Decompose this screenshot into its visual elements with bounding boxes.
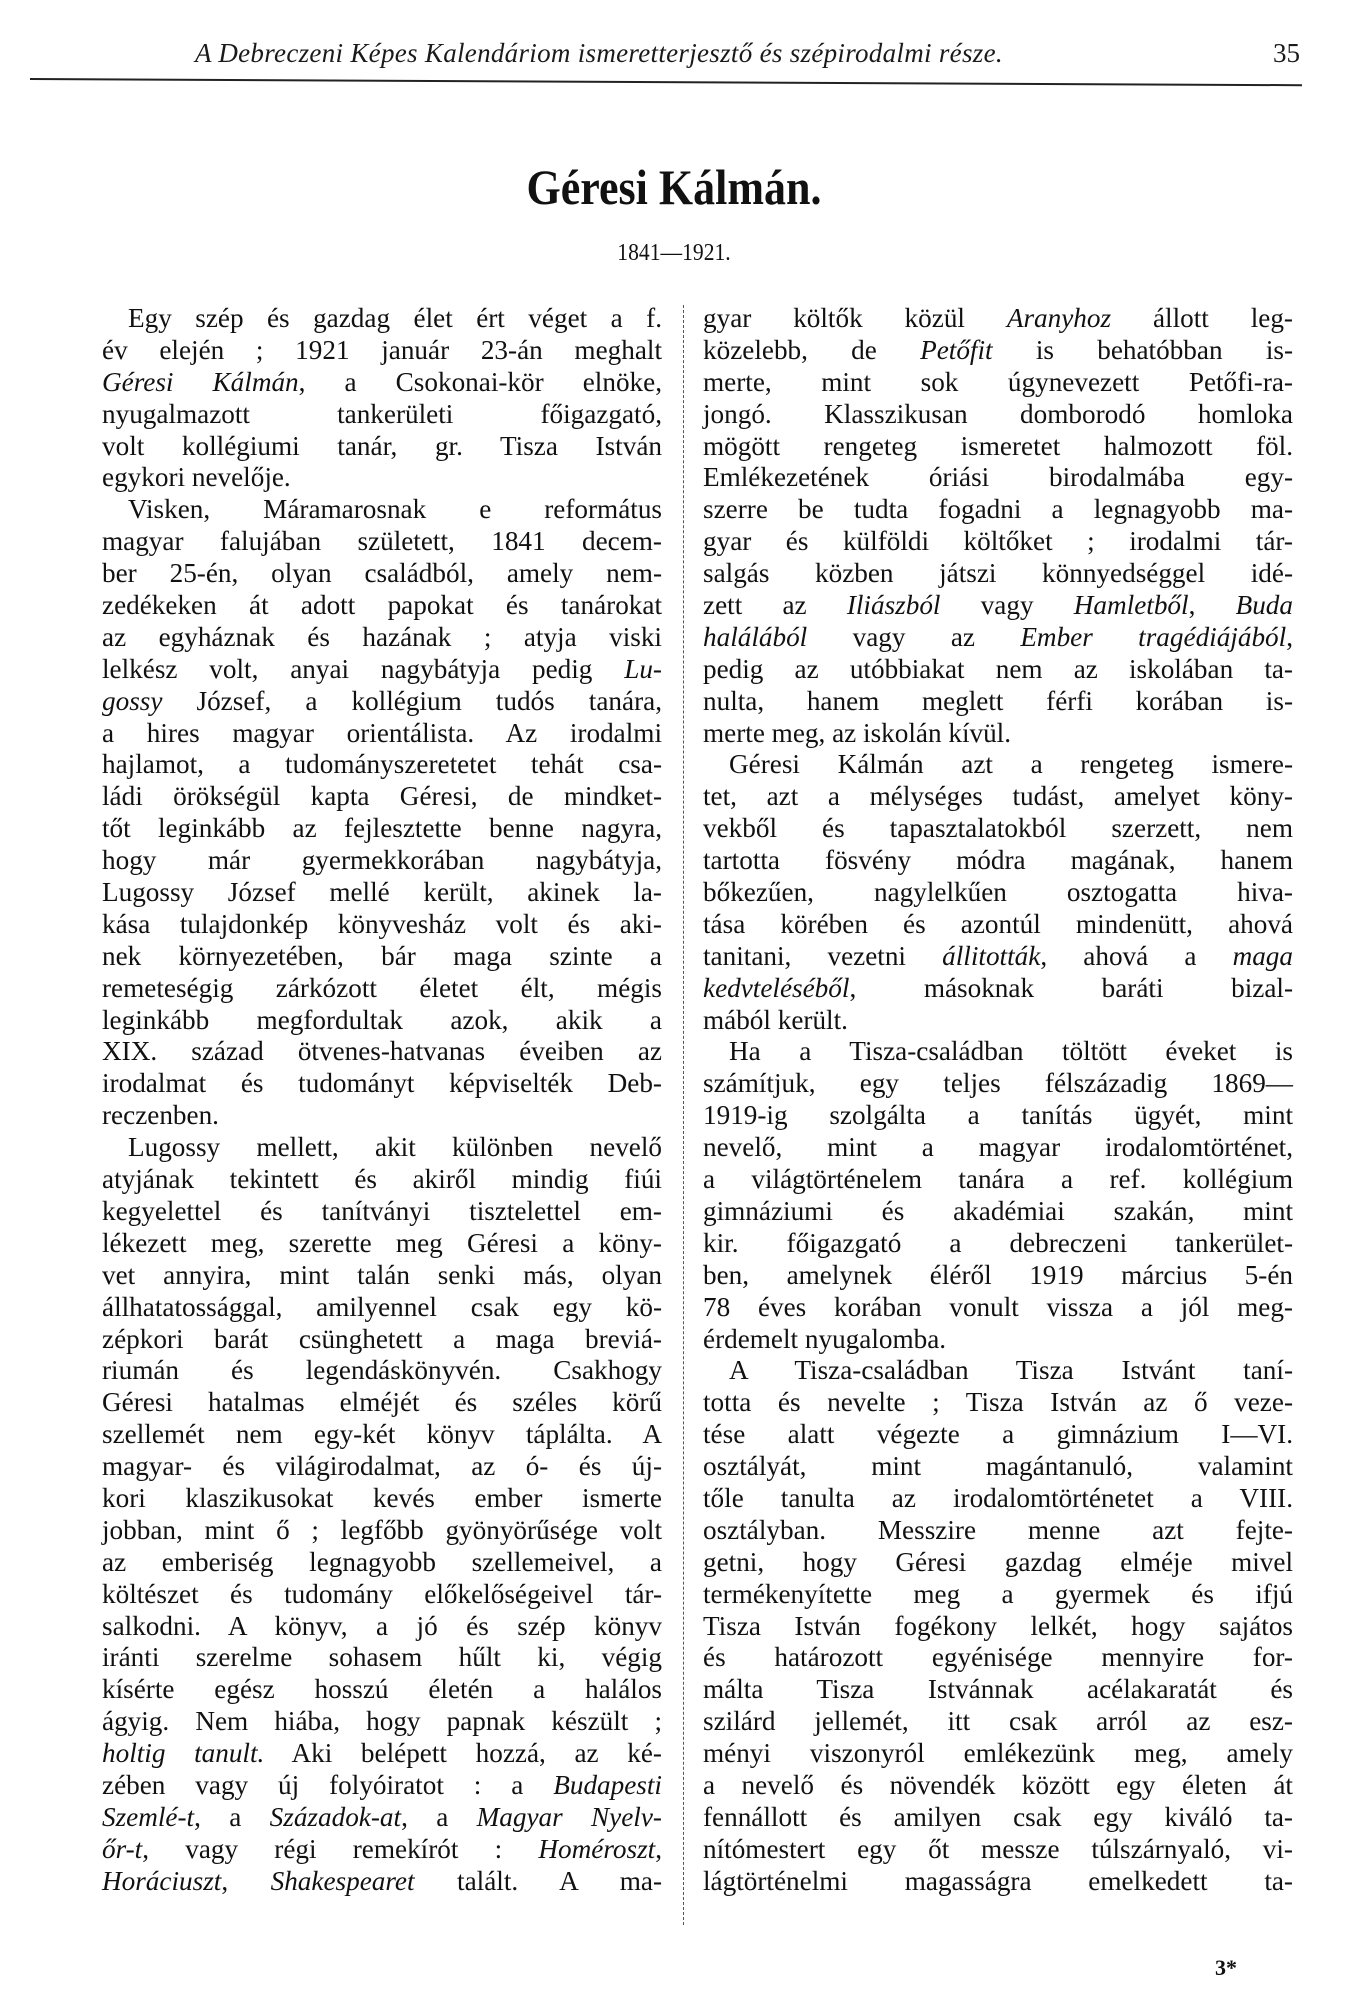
text-line: és határozott egyénisége mennyire for- [703, 1642, 1293, 1673]
article-title: Géresi Kálmán. [526, 159, 822, 215]
text-line: szerre be tudta fogadni a legnagyobb ma- [703, 494, 1293, 525]
text-line: leginkább megfordultak azok, akik a [102, 1004, 662, 1035]
text-line: zében vagy új folyóiratot : a Budapesti [102, 1769, 662, 1800]
text-line: Szemlé-t, a Századok-at, a Magyar Nyelv- [102, 1801, 662, 1832]
text-line: gimnáziumi és akadémiai szakán, mint [703, 1195, 1293, 1226]
text-line: érdemelt nyugalomba. [703, 1323, 947, 1354]
text-line: kir. főigazgató a debreczeni tankerület- [703, 1227, 1293, 1258]
text-line: állhatatossággal, amilyennel csak egy kö- [102, 1291, 662, 1322]
text-line: A Tisza-családban Tisza Istvánt taní- [729, 1355, 1293, 1386]
text-line: vekből és tapasztalatokból szerzett, nem [703, 813, 1293, 844]
text-line: reczenben. [102, 1100, 219, 1131]
text-line: XIX. század ötvenes-hatvanas éveiben az [102, 1036, 662, 1067]
text-line: lágtörténelmi magasságra emelkedett ta- [703, 1865, 1293, 1896]
text-line: zedékeken át adott papokat és tanárokat [102, 590, 662, 621]
text-line: merte, mint sok úgynevezett Petőfi-ra- [703, 366, 1293, 397]
text-line: jobban, mint ő ; legfőbb gyönyörűsége volt [102, 1514, 662, 1545]
article-dates: 1841—1921. [617, 240, 731, 266]
text-line: mögött rengeteg ismeretet halmozott föl. [703, 430, 1293, 461]
text-line: gossy József, a kollégium tudós tanára, [102, 685, 662, 716]
text-line: zett az Iliászból vagy Hamletből, Buda [703, 590, 1293, 621]
text-line: szellemét nem egy-két könyv táplálta. A [102, 1419, 662, 1450]
text-line: Tisza István fogékony lelkét, hogy sajátos [703, 1610, 1293, 1641]
text-line: Ha a Tisza-családban töltött éveket is [729, 1036, 1293, 1067]
text-line: riumán és legendáskönyvén. Csakhogy [102, 1355, 662, 1386]
text-line: 78 éves korában vonult vissza a jól meg- [703, 1291, 1293, 1322]
text-line: hogy már gyermekkorában nagybátyja, [102, 845, 662, 876]
text-line: 1919-ig szolgálta a tanítás ügyét, mint [703, 1100, 1293, 1131]
text-line: tartotta fösvény módra magának, hanem [703, 845, 1293, 876]
text-line: getni, hogy Géresi gazdag elméje mivel [703, 1546, 1293, 1577]
text-line: Géresi Kálmán azt a rengeteg ismere- [729, 749, 1293, 780]
text-line: gyar és külföldi költőket ; irodalmi tár- [703, 526, 1293, 557]
text-line: magyar falujában született, 1841 decem- [102, 526, 662, 557]
text-line: a hires magyar orientálista. Az irodalmi [102, 717, 662, 748]
text-line: számítjuk, egy teljes félszázadig 1869— [703, 1068, 1293, 1099]
column-divider [683, 305, 684, 1925]
text-line: gyar költők közül Aranyhoz állott leg- [703, 303, 1293, 333]
text-line: kegyelettel és tanítványi tisztelettel em- [102, 1195, 662, 1226]
text-line: totta és nevelte ; Tisza István az ő veze- [703, 1387, 1293, 1418]
text-line: bőkezűen, nagylelkűen osztogatta hiva- [703, 877, 1293, 908]
text-line: kísérte egész hosszú életén a halálos [102, 1674, 662, 1705]
text-line: termékenyítette meg a gyermek és ifjú [703, 1578, 1293, 1609]
text-line: egykori nevelője. [102, 462, 291, 493]
running-title: A Debreczeni Képes Kalendáriom ismeretterjesztő és szépirodalmi része. [195, 38, 1003, 68]
text-line: szilárd jellemét, itt csak arról az esz- [703, 1706, 1293, 1737]
header-rule [30, 78, 1302, 86]
text-line: közelebb, de Petőfit is behatóbban is- [703, 334, 1294, 365]
text-line: hajlamot, a tudományszeretetet tehát csa- [102, 749, 662, 780]
right-column [703, 303, 1293, 1898]
text-line: tőle tanulta az irodalomtörténetet a VIII. [703, 1482, 1293, 1513]
running-head [115, 30, 1300, 74]
text-line: vet annyira, mint talán senki más, olyan [102, 1259, 662, 1290]
text-line: Emlékezetének óriási birodalmába egy- [703, 462, 1293, 493]
text-line: volt kollégiumi tanár, gr. Tisza István [102, 430, 662, 461]
text-line: ményi viszonyról emlékezünk meg, amely [703, 1738, 1293, 1769]
text-line: tanitani, vezetni állitották, ahová a maga [703, 940, 1293, 971]
text-line: ben, amelynek éléről 1919 március 5-én [703, 1259, 1293, 1290]
text-line: holtig tanult. Aki belépett hozzá, az ké- [102, 1738, 662, 1769]
text-line: az emberiség legnagyobb szellemeivel, a [102, 1546, 662, 1577]
text-line: ber 25-én, olyan családból, amely nem- [102, 558, 662, 589]
text-line: irodalmat és tudományt képviselték Deb- [102, 1068, 662, 1099]
text-line: magyar- és világirodalmat, az ó- és új- [102, 1451, 662, 1482]
text-line: költészet és tudomány előkelőségeivel tár- [102, 1578, 662, 1609]
text-line: lékezett meg, szerette meg Géresi a köny- [102, 1227, 662, 1258]
text-line: jongó. Klasszikusan domborodó homloka [703, 398, 1293, 429]
text-line: év elején ; 1921 január 23-án meghalt [102, 334, 662, 365]
text-line: mából került. [703, 1004, 848, 1035]
text-line: kori klaszikusokat kevés ember ismerte [102, 1482, 662, 1513]
text-line: tet, azt a mélységes tudást, amelyet köny- [703, 781, 1293, 812]
left-column [102, 303, 662, 1898]
text-line: a világtörténelem tanára a ref. kollégium [703, 1164, 1293, 1195]
text-line: remeteségig zárkózott életet élt, mégis [102, 972, 662, 1003]
text-line: Visken, Máramarosnak e református [128, 494, 662, 525]
text-line: nítómestert egy őt messze túlszárnyaló, vi- [703, 1833, 1293, 1864]
text-line: Lugossy József mellé került, akinek la- [102, 877, 662, 908]
text-line: őr-t, vagy régi remekírót : Homéroszt, [102, 1833, 662, 1864]
text-line: fennállott és amilyen csak egy kiváló ta- [703, 1801, 1293, 1832]
text-line: Horáciuszt, Shakespearet talált. A ma- [102, 1865, 663, 1896]
text-line: Géresi Kálmán, a Csokonai-kör elnöke, [102, 366, 663, 397]
text-line: osztályát, mint magántanuló, valamint [703, 1451, 1293, 1482]
text-line: az egyháznak és hazának ; atyja viski [102, 621, 662, 652]
text-line: pedig az utóbbiakat nem az iskolában ta- [703, 653, 1293, 684]
text-line: kása tulajdonkép könyvesház volt és aki- [102, 908, 662, 939]
text-line: a nevelő és növendék között egy életen át [703, 1769, 1293, 1800]
text-line: osztályban. Messzire menne azt fejte- [703, 1514, 1293, 1545]
text-line: merte meg, az iskolán kívül. [703, 717, 1012, 748]
text-line: zépkori barát csünghetett a maga breviá- [102, 1323, 662, 1354]
text-line: halálából vagy az Ember tragédiájából, [703, 621, 1293, 652]
text-line: Géresi hatalmas elméjét és széles körű [102, 1387, 662, 1418]
text-line: nek környezetében, bár maga szinte a [102, 940, 662, 971]
signature-mark: 3* [1215, 1955, 1237, 1980]
text-line: nevelő, mint a magyar irodalomtörténet, [703, 1132, 1293, 1163]
text-line: Egy szép és gazdag élet ért véget a f. [128, 303, 662, 333]
text-line: ládi örökségül kapta Géresi, de mindket- [102, 781, 662, 812]
text-line: tése alatt végezte a gimnázium I—VI. [703, 1419, 1293, 1450]
text-line: salgás közben játszi könnyedséggel idé- [703, 558, 1293, 589]
text-line: kedvteléséből, másoknak baráti bizal- [703, 972, 1293, 1003]
text-line: nyugalmazott tankerületi főigazgató, [102, 398, 662, 429]
text-line: lelkész volt, anyai nagybátyja pedig Lu- [102, 653, 662, 684]
page-number: 35 [1273, 38, 1300, 68]
text-line: Lugossy mellett, akit különben nevelő [128, 1132, 662, 1163]
text-line: atyjának tekintett és akiről mindig fiúi [102, 1164, 662, 1195]
text-line: salkodni. A könyv, a jó és szép könyv [102, 1610, 662, 1641]
text-line: tőt leginkább az fejlesztette benne nagyra, [102, 813, 662, 844]
text-line: ágyig. Nem hiába, hogy papnak készült ; [102, 1706, 662, 1737]
text-line: tása körében és azontúl mindenütt, ahová [703, 908, 1293, 939]
text-line: iránti szerelme sohasem hűlt ki, végig [102, 1642, 662, 1673]
text-line: nulta, hanem meglett férfi korában is- [703, 685, 1293, 716]
text-line: málta Tisza Istvánnak acélakaratát és [703, 1674, 1293, 1705]
